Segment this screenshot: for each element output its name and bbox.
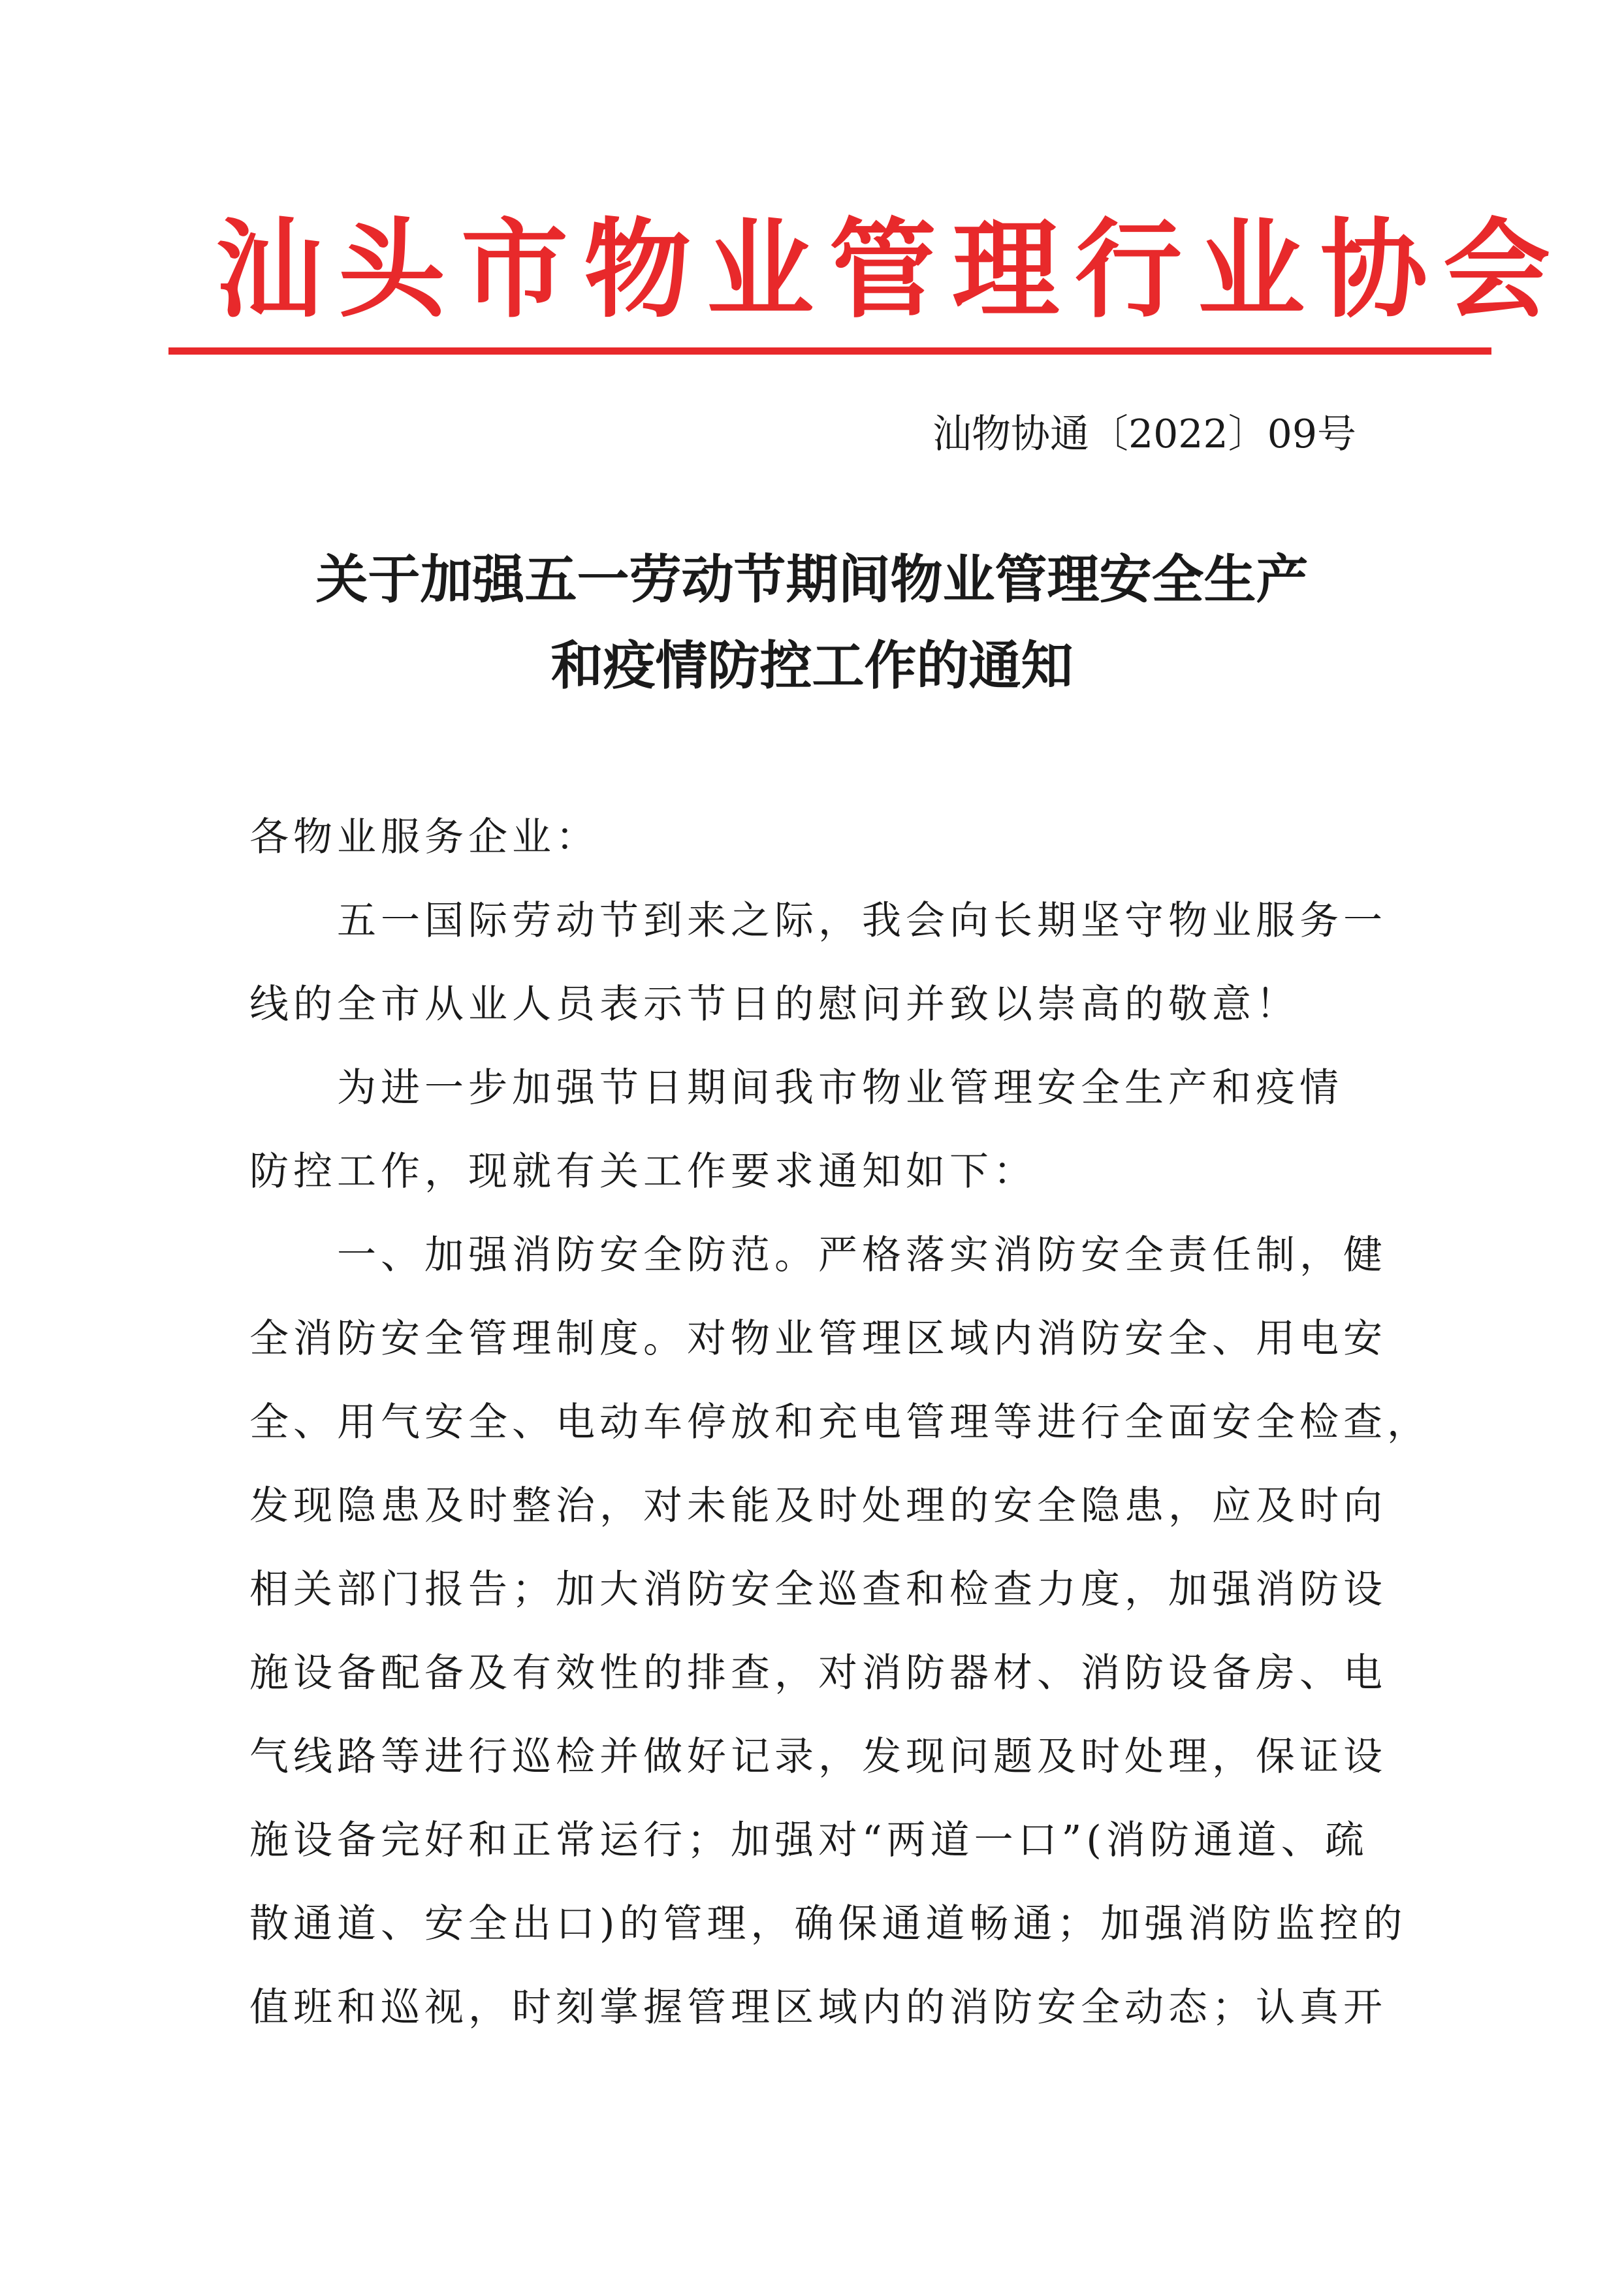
masthead-org-name: 汕头市物业管理行业协会 (215, 206, 1567, 332)
body-line: 施设备完好和正常运行；加强对“两道一口”(消防通道、疏 (249, 1818, 1369, 1863)
body-line: 全消防安全管理制度。对物业管理区域内消防安全、用电安 (249, 1316, 1387, 1362)
body-line: 五一国际劳动节到来之际，我会向长期坚守物业服务一 (249, 898, 1387, 944)
body-line: 散通道、安全出口)的管理，确保通道畅通；加强消防监控的 (249, 1901, 1407, 1947)
document-title-line-1: 关于加强五一劳动节期间物业管理安全生产 (315, 549, 1309, 610)
body-line: 相关部门报告；加大消防安全巡查和检查力度，加强消防设 (249, 1567, 1387, 1612)
document-number: 汕物协通〔2022〕09号 (932, 411, 1356, 457)
masthead-red-rule (168, 347, 1491, 355)
body-line: 全、用气安全、电动车停放和充电管理等进行全面安全检查， (249, 1400, 1431, 1445)
body-line: 值班和巡视，时刻掌握管理区域内的消防安全动态；认真开 (249, 1985, 1387, 2030)
body-line: 发现隐患及时整治，对未能及时处理的安全隐患，应及时向 (249, 1483, 1387, 1529)
body-line: 为进一步加强节日期间我市物业管理安全生产和疫情 (249, 1065, 1343, 1111)
salutation: 各物业服务企业： (249, 814, 599, 860)
body-line: 一、加强消防安全防范。严格落实消防安全责任制，健 (249, 1232, 1387, 1278)
body-line: 施设备配备及有效性的排查，对消防器材、消防设备房、电 (249, 1650, 1387, 1696)
document-title-line-2: 和疫情防控工作的通知 (550, 635, 1074, 696)
body-line: 气线路等进行巡检并做好记录，发现问题及时处理，保证设 (249, 1734, 1387, 1780)
body-line: 防控工作，现就有关工作要求通知如下： (249, 1149, 1037, 1194)
body-line: 线的全市从业人员表示节日的慰问并致以崇高的敬意！ (249, 982, 1299, 1027)
